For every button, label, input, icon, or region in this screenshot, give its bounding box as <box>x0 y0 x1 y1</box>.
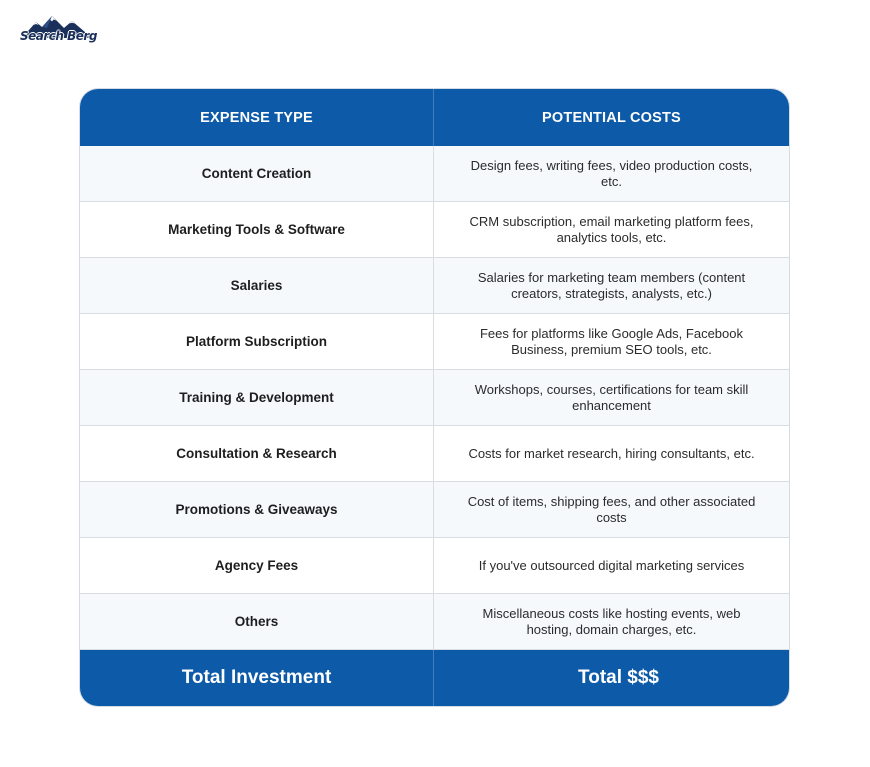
table-row <box>80 202 789 258</box>
header-potential-costs: POTENTIAL COSTS <box>542 109 681 126</box>
expense-type-cell: Marketing Tools & Software <box>80 202 434 257</box>
potential-cost-cell: If you've outsourced digital marketing services <box>478 557 745 573</box>
table-row <box>80 258 789 314</box>
potential-cost-cell: CRM subscription, email marketing platform fees, analytics tools, etc. <box>469 213 754 245</box>
potential-cost-cell: Cost of items, shipping fees, and other associated costs <box>467 493 756 525</box>
potential-cost-cell: Salaries for marketing team members (content creators, strategists, analysts, etc.) <box>477 269 746 301</box>
logo-wordmark: Search Berg <box>20 29 97 43</box>
expense-type-cell: Salaries <box>80 258 434 313</box>
total-amount-label: Total $$$ <box>578 667 659 688</box>
expense-type-cell: Agency Fees <box>80 538 434 593</box>
potential-cost-cell: Costs for market research, hiring consultants, etc. <box>468 445 755 461</box>
potential-cost-cell: Design fees, writing fees, video production costs, etc. <box>470 157 753 189</box>
expense-type-cell: Promotions & Giveaways <box>80 482 434 537</box>
table-row <box>80 538 789 594</box>
table-row <box>80 314 789 370</box>
table-row <box>80 370 789 426</box>
table-row <box>80 146 789 202</box>
brand-logo <box>20 12 97 48</box>
expense-type-cell: Others <box>80 594 434 649</box>
table-row <box>80 482 789 538</box>
total-investment-label: Total Investment <box>80 650 434 706</box>
potential-cost-cell: Workshops, courses, certifications for team skill enhancement <box>474 381 749 413</box>
expense-type-cell: Consultation & Research <box>80 426 434 481</box>
potential-cost-cell: Miscellaneous costs like hosting events, web hosting, domain charges, etc. <box>482 605 741 637</box>
expense-type-cell: Training & Development <box>80 370 434 425</box>
table-row <box>80 594 789 650</box>
expense-type-cell: Content Creation <box>80 146 434 201</box>
table-footer-row <box>80 650 789 706</box>
potential-cost-cell: Fees for platforms like Google Ads, Facebook Business, premium SEO tools, etc. <box>479 325 743 357</box>
expense-table <box>80 89 789 706</box>
table-header-row <box>80 89 789 146</box>
table-row <box>80 426 789 482</box>
header-expense-type: EXPENSE TYPE <box>80 89 434 146</box>
expense-type-cell: Platform Subscription <box>80 314 434 369</box>
